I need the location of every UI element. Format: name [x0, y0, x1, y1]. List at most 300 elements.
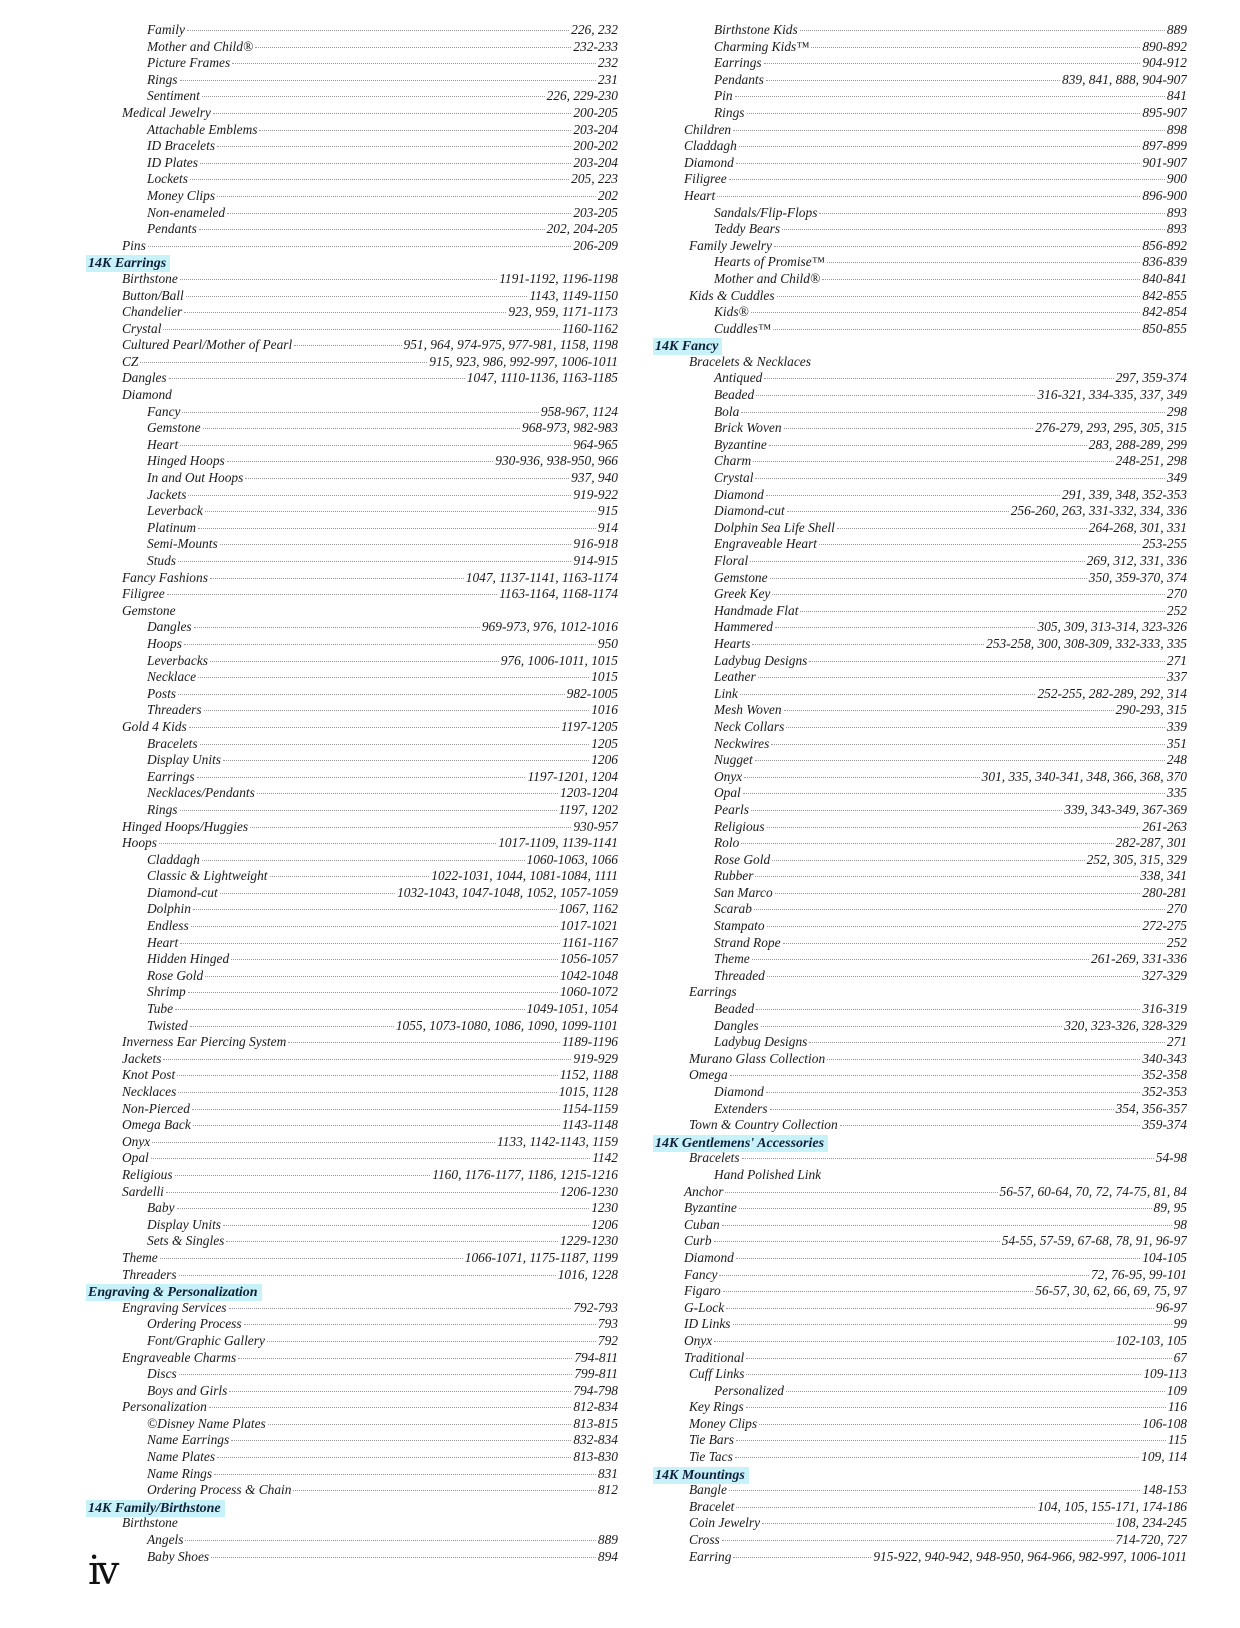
entry-pages: 1197-1205: [560, 718, 618, 734]
entry-label: Engraveable Charms: [122, 1349, 237, 1365]
index-entry: [88, 387, 618, 404]
index-entry: [655, 736, 1187, 753]
dot-leader: [754, 909, 1165, 910]
dot-leader: [811, 47, 1140, 48]
entry-pages: 109: [1166, 1382, 1187, 1398]
entry-pages: 56-57, 30, 62, 66, 69, 75, 97: [1035, 1283, 1187, 1299]
entry-label: Cuff Links: [689, 1366, 745, 1382]
entry-label: Pins: [122, 237, 146, 253]
index-entry: [655, 1432, 1187, 1449]
entry-pages: 54-55, 57-59, 67-68, 78, 91, 96-97: [1001, 1233, 1187, 1249]
entry-pages: 339: [1166, 718, 1187, 734]
index-entry: [88, 885, 618, 902]
index-entry: [88, 918, 618, 935]
entry-pages: 116: [1167, 1399, 1187, 1415]
index-entry: [88, 769, 618, 786]
entry-label: Heart: [684, 187, 716, 203]
dot-leader: [766, 80, 1060, 81]
entry-label: Opal: [714, 785, 741, 801]
entry-pages: 340-343: [1142, 1050, 1187, 1066]
entry-label: Diamond-cut: [147, 884, 218, 900]
entry-pages: 271: [1166, 652, 1187, 668]
dot-leader: [191, 926, 558, 927]
section-heading: 14K Earrings: [86, 255, 170, 272]
dot-leader: [726, 1308, 1154, 1309]
index-entry: [655, 453, 1187, 470]
dot-leader: [227, 213, 571, 214]
entry-label: Leverback: [147, 503, 203, 519]
entry-label: Heart: [147, 934, 179, 950]
entry-pages: 1205: [591, 735, 618, 751]
entry-pages: 914-915: [573, 553, 618, 568]
entry-label: Money Clips: [689, 1415, 758, 1431]
entry-pages: 280-281: [1142, 884, 1187, 900]
entry-pages: 264-268, 301, 331: [1088, 519, 1187, 535]
dot-leader: [822, 279, 1140, 280]
dot-leader: [758, 677, 1165, 678]
dot-leader: [238, 1358, 572, 1359]
index-entry: [88, 669, 618, 686]
index-entry: [655, 1549, 1187, 1566]
index-entry: [88, 1233, 618, 1250]
dot-leader: [186, 296, 528, 297]
entry-label: Dangles: [714, 1017, 759, 1033]
dot-leader: [736, 163, 1141, 164]
index-entry: [655, 254, 1187, 271]
entry-pages: 839, 841, 888, 904-907: [1062, 71, 1187, 87]
index-entry: [88, 271, 618, 288]
entry-pages: 982-1005: [566, 685, 618, 701]
section-heading: Engraving & Personalization: [86, 1284, 262, 1301]
entry-pages: 298: [1166, 403, 1187, 419]
index-entry: [655, 420, 1187, 437]
entry-pages: 282-287, 301: [1115, 835, 1187, 851]
entry-label: Picture Frames: [147, 55, 231, 71]
index-entry: [655, 221, 1187, 238]
entry-label: ID Links: [684, 1316, 731, 1332]
entry-pages: 253-255: [1142, 536, 1187, 552]
index-entry: [88, 155, 618, 172]
entry-label: Personalized: [714, 1382, 784, 1398]
entry-label: Tie Tacs: [689, 1449, 733, 1465]
entry-pages: 1206: [591, 752, 618, 768]
entry-pages: 109-113: [1143, 1366, 1187, 1382]
entry-pages: 89, 95: [1153, 1200, 1187, 1216]
index-entry: [655, 951, 1187, 968]
entry-label: Baby: [147, 1200, 175, 1216]
entry-pages: 958-967, 1124: [540, 403, 618, 419]
entry-pages: 354, 356-357: [1115, 1100, 1187, 1116]
dot-leader: [197, 777, 526, 778]
index-entry: [655, 437, 1187, 454]
dot-leader: [214, 1474, 596, 1475]
entry-pages: 792: [597, 1332, 618, 1348]
index-entry: [655, 1532, 1187, 1549]
dot-leader: [736, 1440, 1166, 1441]
entry-pages: 919-922: [573, 486, 618, 502]
dot-leader: [244, 1324, 596, 1325]
index-entry: [655, 835, 1187, 852]
entry-label: Earring: [689, 1548, 732, 1564]
index-entry: [88, 852, 618, 869]
entry-pages: 794-811: [574, 1349, 618, 1365]
dot-leader: [827, 262, 1141, 263]
index-entry: [655, 404, 1187, 421]
entry-pages: 253-258, 300, 308-309, 332-333, 335: [986, 635, 1187, 651]
entry-pages: 1067, 1162: [558, 901, 618, 917]
entry-pages: 272-275: [1142, 918, 1187, 934]
entry-label: Diamond: [714, 1084, 764, 1099]
dot-leader: [180, 80, 596, 81]
dot-leader: [180, 943, 560, 944]
dot-leader: [739, 1208, 1152, 1209]
entry-pages: 104, 105, 155-171, 174-186: [1037, 1498, 1187, 1514]
dot-leader: [229, 1391, 571, 1392]
dot-leader: [178, 1092, 556, 1093]
entry-label: Religious: [714, 818, 765, 834]
index-entry: [655, 138, 1187, 155]
entry-label: Inverness Ear Piercing System: [122, 1034, 287, 1050]
entry-label: Rubber: [714, 868, 754, 884]
entry-pages: 1230: [591, 1200, 618, 1216]
entry-label: Filigree: [122, 586, 165, 602]
index-entry: [655, 1150, 1187, 1167]
dot-leader: [739, 146, 1141, 147]
dot-leader: [722, 1225, 1172, 1226]
entry-label: ID Bracelets: [147, 138, 216, 154]
index-entry: [88, 1466, 618, 1483]
dot-leader: [761, 1026, 1063, 1027]
page-number: iv: [88, 1548, 116, 1594]
entry-pages: 964-965: [573, 436, 618, 452]
entry-pages: 836-839: [1142, 254, 1187, 270]
dot-leader: [223, 760, 589, 761]
dot-leader: [226, 1241, 558, 1242]
index-entry: [88, 1532, 618, 1549]
index-entry: [88, 221, 618, 238]
index-entry: [88, 1184, 618, 1201]
entry-pages: 951, 964, 974-975, 977-981, 1158, 1198: [403, 337, 618, 353]
dot-leader: [205, 976, 558, 977]
index-entry: [655, 719, 1187, 736]
dot-leader: [819, 213, 1165, 214]
entry-pages: 915: [597, 503, 618, 519]
index-entry: [88, 1316, 618, 1333]
index-entry: [88, 1217, 618, 1234]
dot-leader: [232, 63, 596, 64]
index-entry: [655, 702, 1187, 719]
dot-leader: [756, 395, 1035, 396]
dot-leader: [775, 627, 1035, 628]
index-entry: [655, 852, 1187, 869]
entry-label: Diamond: [714, 486, 764, 502]
index-entry: [88, 420, 618, 437]
dot-leader: [231, 959, 558, 960]
entry-label: Engraving Services: [122, 1299, 227, 1315]
entry-pages: 252, 305, 315, 329: [1086, 851, 1187, 867]
index-entry: [88, 719, 618, 736]
section-heading: 14K Family/Birthstone: [86, 1500, 225, 1517]
entry-pages: 794-798: [573, 1382, 618, 1398]
entry-label: Charm: [714, 453, 752, 469]
entry-pages: 248: [1166, 752, 1187, 768]
entry-pages: 351: [1166, 735, 1187, 751]
index-entry: [655, 238, 1187, 255]
dot-leader: [203, 428, 520, 429]
index-entry: [655, 487, 1187, 504]
index-entry: [655, 1051, 1187, 1068]
index-entry: [88, 39, 618, 56]
index-entry: [88, 22, 618, 39]
entry-pages: 799-811: [574, 1366, 618, 1382]
index-entry: [88, 437, 618, 454]
entry-pages: 1143, 1149-1150: [529, 287, 618, 303]
entry-label: Bracelet: [689, 1498, 735, 1514]
dot-leader: [755, 876, 1138, 877]
entry-pages: 231: [597, 71, 618, 87]
index-entry: [655, 570, 1187, 587]
entry-label: Byzantine: [714, 436, 767, 452]
index-entry: [655, 536, 1187, 553]
entry-pages: 301, 335, 340-341, 348, 366, 368, 370: [981, 768, 1187, 784]
entry-pages: 203-204: [573, 154, 618, 170]
entry-label: Ordering Process & Chain: [147, 1482, 292, 1498]
dot-leader: [294, 345, 401, 346]
entry-pages: 1229-1230: [559, 1233, 618, 1249]
entry-pages: 1143-1148: [561, 1117, 618, 1133]
entry-label: Button/Ball: [122, 287, 184, 303]
entry-pages: 897-899: [1142, 138, 1187, 154]
entry-pages: 890-892: [1142, 38, 1187, 54]
index-entry: [655, 88, 1187, 105]
entry-label: Scarab: [714, 901, 752, 917]
dot-leader: [751, 312, 1141, 313]
entry-label: Neck Collars: [714, 718, 785, 734]
entry-pages: 291, 339, 348, 352-353: [1062, 486, 1187, 502]
entry-pages: 359-374: [1142, 1117, 1187, 1133]
dot-leader: [750, 561, 1084, 562]
entry-label: Hinged Hoops/Huggies: [122, 818, 249, 834]
entry-label: Endless: [147, 918, 189, 934]
entry-label: Family Jewelry: [689, 237, 772, 253]
entry-label: Diamond: [122, 387, 172, 403]
entry-label: Anchor: [684, 1183, 724, 1199]
index-entry: [88, 288, 618, 305]
entry-pages: 937, 940: [571, 470, 618, 486]
dot-leader: [723, 1291, 1034, 1292]
entry-label: Gemstone: [147, 420, 201, 436]
dot-leader: [777, 296, 1141, 297]
entry-pages: 900: [1166, 171, 1187, 187]
index-entry: [655, 669, 1187, 686]
index-entry: [88, 1117, 618, 1134]
dot-leader: [787, 511, 1009, 512]
dot-leader: [159, 843, 496, 844]
index-entry: [655, 271, 1187, 288]
dot-leader: [259, 130, 571, 131]
entry-label: G-Lock: [684, 1299, 725, 1315]
entry-label: Curb: [684, 1233, 712, 1249]
dot-leader: [827, 1059, 1140, 1060]
entry-pages: 1133, 1142-1143, 1159: [497, 1133, 618, 1149]
entry-label: Money Clips: [147, 187, 216, 203]
dot-leader: [202, 96, 545, 97]
dot-leader: [163, 1059, 571, 1060]
dot-leader: [190, 179, 569, 180]
index-entry: [655, 122, 1187, 139]
index-entry: [655, 188, 1187, 205]
dot-leader: [742, 1158, 1154, 1159]
index-entry: [655, 1399, 1187, 1416]
index-entry: [655, 354, 1187, 371]
dot-leader: [140, 362, 427, 363]
dot-leader: [210, 578, 464, 579]
dot-leader: [227, 461, 494, 462]
entry-pages: 226, 229-230: [546, 88, 618, 104]
index-entry: [88, 1150, 618, 1167]
dot-leader: [753, 461, 1113, 462]
index-entry: [655, 553, 1187, 570]
entry-pages: 316-321, 334-335, 337, 349: [1037, 387, 1187, 403]
index-entry: [88, 1416, 618, 1433]
index-entry: [88, 586, 618, 603]
entry-label: Bola: [714, 403, 740, 419]
dot-leader: [752, 959, 1089, 960]
entry-pages: 72, 76-95, 99-101: [1091, 1266, 1187, 1282]
dot-leader: [209, 1407, 572, 1408]
entry-label: Greek Key: [714, 586, 771, 602]
dot-leader: [148, 246, 572, 247]
dot-leader: [194, 627, 480, 628]
dot-leader: [743, 793, 1165, 794]
entry-pages: 109, 114: [1141, 1449, 1187, 1465]
entry-label: Tube: [147, 1001, 174, 1017]
index-entry: [88, 835, 618, 852]
entry-pages: 337: [1166, 669, 1187, 685]
entry-label: Family: [147, 22, 185, 37]
entry-pages: 104-105: [1142, 1249, 1187, 1265]
entry-label: Byzantine: [684, 1200, 737, 1216]
index-entry: [655, 321, 1187, 338]
entry-pages: 842-854: [1142, 304, 1187, 320]
entry-pages: 232: [597, 55, 618, 71]
entry-label: Theme: [122, 1249, 158, 1265]
dot-leader: [200, 744, 590, 745]
entry-label: Hammered: [714, 619, 774, 635]
index-entry: [655, 819, 1187, 836]
index-entry: [88, 1333, 618, 1350]
entry-label: Omega Back: [122, 1117, 191, 1133]
index-entry: [88, 122, 618, 139]
index-entry: [655, 603, 1187, 620]
index-entry: [88, 1432, 618, 1449]
index-entry: [655, 370, 1187, 387]
index-entry: [655, 1167, 1187, 1184]
entry-label: Name Plates: [147, 1449, 216, 1465]
entry-pages: 270: [1166, 901, 1187, 917]
index-entry: [88, 752, 618, 769]
entry-pages: 894: [597, 1548, 618, 1564]
section-heading: 14K Mountings: [653, 1467, 749, 1484]
entry-pages: 895-907: [1142, 104, 1187, 120]
entry-pages: 969-973, 976, 1012-1016: [481, 619, 618, 635]
entry-label: Religious: [122, 1166, 173, 1182]
dot-leader: [769, 445, 1087, 446]
entry-label: Gemstone: [714, 569, 768, 585]
entry-label: Mother and Child®: [147, 38, 254, 54]
entry-label: Threaders: [147, 702, 202, 718]
entry-pages: 200-205: [573, 104, 618, 120]
entry-label: Fancy: [684, 1266, 718, 1282]
dot-leader: [200, 163, 571, 164]
section-heading-row: [88, 1283, 618, 1300]
entry-label: Tie Bars: [689, 1432, 735, 1448]
entry-pages: 1206-1230: [559, 1183, 618, 1199]
index-entry: [655, 1383, 1187, 1400]
dot-leader: [819, 544, 1140, 545]
entry-pages: 115: [1167, 1432, 1187, 1448]
index-entry: [655, 288, 1187, 305]
entry-label: Cross: [689, 1532, 720, 1548]
entry-label: Rose Gold: [714, 851, 771, 867]
entry-pages: 335: [1166, 785, 1187, 801]
entry-label: Dangles: [122, 370, 167, 386]
dot-leader: [772, 594, 1165, 595]
index-entry: [655, 503, 1187, 520]
entry-label: Bracelets: [689, 1150, 740, 1166]
dot-leader: [729, 1490, 1140, 1491]
index-entry: [88, 702, 618, 719]
entry-label: Antiqued: [714, 370, 763, 386]
entry-label: Rose Gold: [147, 967, 204, 983]
entry-pages: 813-815: [573, 1415, 618, 1431]
entry-label: Heart: [147, 436, 179, 452]
dot-leader: [764, 378, 1113, 379]
index-entry: [655, 1333, 1187, 1350]
dot-leader: [733, 130, 1165, 131]
dot-leader: [767, 976, 1141, 977]
dot-leader: [211, 1557, 596, 1558]
dot-leader: [270, 876, 430, 877]
dot-leader: [809, 1042, 1165, 1043]
index-entry: [655, 686, 1187, 703]
entry-pages: 96-97: [1155, 1299, 1187, 1315]
dot-leader: [223, 1225, 589, 1226]
section-heading-row: [88, 254, 618, 271]
entry-pages: 352-358: [1142, 1067, 1187, 1083]
dot-leader: [733, 1324, 1172, 1325]
entry-pages: 812-834: [573, 1399, 618, 1415]
entry-pages: 856-892: [1142, 237, 1187, 253]
index-entry: [88, 619, 618, 636]
dot-leader: [178, 561, 571, 562]
dot-leader: [773, 329, 1140, 330]
entry-pages: 252: [1166, 934, 1187, 950]
entry-label: Studs: [147, 553, 177, 568]
entry-pages: 339, 343-349, 367-369: [1064, 801, 1187, 817]
entry-pages: 968-973, 982-983: [522, 420, 618, 436]
entry-pages: 1015: [591, 669, 618, 685]
dot-leader: [180, 279, 497, 280]
dot-leader: [717, 196, 1140, 197]
entry-label: Nugget: [714, 752, 753, 768]
entry-pages: 1047, 1110-1136, 1163-1185: [466, 370, 618, 386]
dot-leader: [767, 926, 1141, 927]
entry-label: Baby Shoes: [147, 1548, 210, 1564]
section-heading-row: [655, 337, 1187, 354]
entry-pages: 793: [597, 1316, 618, 1332]
entry-pages: 248-251, 298: [1115, 453, 1187, 469]
